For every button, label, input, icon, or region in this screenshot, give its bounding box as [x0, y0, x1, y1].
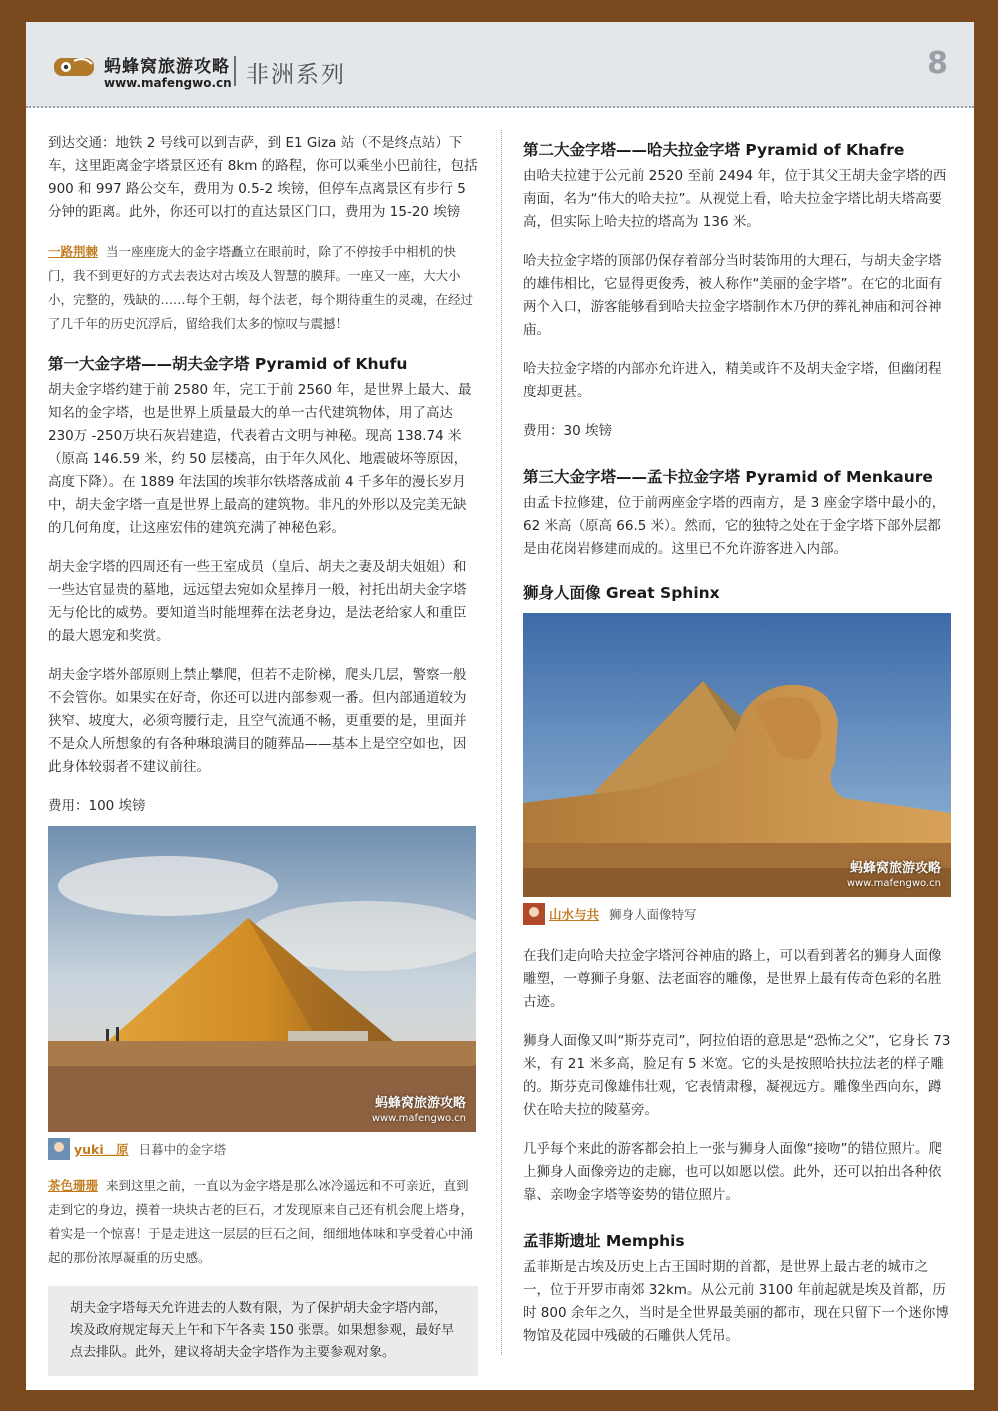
- section-title-menkaure: 第三大金字塔——孟卡拉金字塔 Pyramid of Menkaure: [523, 468, 933, 486]
- khafre-paragraph-3: 哈夫拉金字塔的内部亦允许进入，精美或许不及胡夫金字塔，但幽闭程度却更甚。: [523, 361, 942, 400]
- caption-text: 狮身人面像特写: [609, 907, 697, 922]
- page-number: 8: [927, 46, 948, 81]
- section-title-sphinx: 狮身人面像 Great Sphinx: [523, 584, 720, 602]
- tip-box: [48, 1286, 478, 1376]
- column-divider: [501, 130, 502, 1355]
- sphinx-paragraph-1: 在我们走向哈夫拉金字塔河谷神庙的路上，可以看到著名的狮身人面像雕塑，一尊狮子身躯、法老面容的雕像，是世界上最有传奇色彩的名胜古迹。: [523, 948, 942, 1010]
- avatar[interactable]: [48, 1138, 70, 1160]
- brand-name: 蚂蜂窝旅游攻略: [104, 57, 230, 77]
- traveler-quote: [48, 240, 478, 336]
- khafre-paragraph-1: 由哈夫拉建于公元前 2520 至前 2494 年，位于其父王胡夫金字塔的西南面，名为“伟大的哈夫拉”。从视觉上看，哈夫拉金字塔比胡夫塔高要高，但实际上哈夫拉的塔高为 136 米。: [523, 168, 947, 230]
- left-column: [48, 132, 478, 1376]
- photo-watermark: 蚂蜂窝旅游攻略 www.mafengwo.cn: [371, 1096, 466, 1124]
- mafengwo-logo-icon: [50, 52, 100, 80]
- avatar[interactable]: [523, 903, 545, 925]
- caption-text: 日暮中的金字塔: [138, 1142, 227, 1157]
- section-title-memphis: 孟菲斯遗址 Memphis: [523, 1232, 685, 1250]
- brand-url: www.mafengwo.cn: [104, 76, 232, 90]
- header-separator: [234, 56, 236, 86]
- khafre-fee: 费用：30 埃镑: [523, 423, 612, 439]
- memphis-paragraph: 孟菲斯是古埃及历史上古王国时期的首都，是世界上最古老的城市之一，位于开罗市南郊 32km。从公元前 3100 年前起就是埃及首都，历时 800 余年之久，当时是全世界最美丽的都市，现在只留下一个迷你博物馆及花园中残破的石雕供人凭吊。: [523, 1259, 949, 1344]
- khafre-paragraph-2: 哈夫拉金字塔的顶部仍保存着部分当时装饰用的大理石，与胡夫金字塔的雄伟相比，它显得更俊秀，被人称作“美丽的金字塔”。在它的北面有两个入口，游客能够看到哈夫拉金字塔制作木乃伊的葬礼神庙和河谷神庙。: [523, 253, 942, 338]
- quote-author[interactable]: 茶色珊珊: [48, 1178, 99, 1193]
- menkaure-paragraph: 由孟卡拉修建，位于前两座金字塔的西南方，是 3 座金字塔中最小的，62 米高（原高 66.5 米）。然而，它的独特之处在于金字塔下部外层都是由花岗岩修建而成的。这里已不允许游客进入内部。: [523, 495, 946, 557]
- transport-paragraph: 到达交通：地铁 2 号线可以到吉萨，到 E1 Giza 站（不是终点站）下车，这里距离金字塔景区还有 8km 的路程，你可以乘坐小巴前往，包括 900 和 997 路公交车，费用为 0.5-2 埃镑，但停车点离景区有步行 5 分钟的距离。此外，你还可以打的直达景区门口，费用为 15-20 埃镑: [48, 135, 478, 220]
- quote-author[interactable]: 一路荆棘: [48, 244, 99, 259]
- sphinx-paragraph-3: 几乎每个来此的游客都会拍上一张与狮身人面像“接吻”的错位照片。爬上狮身人面像旁边的走廊，也可以如愿以偿。此外，还可以拍出各种依靠、亲吻金字塔等姿势的错位照片。: [523, 1141, 942, 1203]
- photo-caption: [523, 903, 953, 925]
- photo-watermark: 蚂蜂窝旅游攻略 www.mafengwo.cn: [846, 861, 941, 889]
- caption-author[interactable]: yuki＿原: [74, 1142, 129, 1157]
- khufu-fee: 费用：100 埃镑: [48, 798, 146, 814]
- section-title-khafre: 第二大金字塔——哈夫拉金字塔 Pyramid of Khafre: [523, 141, 905, 159]
- sphinx-paragraph-2: 狮身人面像又叫“斯芬克司”，阿拉伯语的意思是“恐怖之父”，它身长 73 米，有 21 米多高，脸足有 5 米宽。它的头是按照哈扶拉法老的样子雕的。斯芬克司像雄伟壮观，它表情肃穆，凝视远方。雕像坐西向东，蹲伏在哈夫拉的陵墓旁。: [523, 1033, 951, 1118]
- section-title-khufu: 第一大金字塔——胡夫金字塔 Pyramid of Khufu: [48, 355, 408, 373]
- page-header: [26, 22, 974, 108]
- caption-author[interactable]: 山水与共: [549, 907, 600, 922]
- right-column: [523, 132, 953, 1364]
- pyramid-photo: [48, 826, 476, 1132]
- khufu-paragraph-3: 胡夫金字塔外部原则上禁止攀爬，但若不走阶梯，爬头几层，警察一般不会管你。如果实在好奇，你还可以进内部参观一番。但内部通道较为狭窄、坡度大，必须弯腰行走，且空气流通不畅，更重要的是，里面并不是众人所想象的有各种琳琅满目的随葬品——基本上是空空如也，因此身体较弱者不建议前往。: [48, 667, 467, 775]
- page: [26, 22, 974, 1390]
- khufu-paragraph-1: 胡夫金字塔约建于前 2580 年，完工于前 2560 年，是世界上最大、最知名的金字塔，也是世界上质量最大的单一古代建筑物体，用了高达 230万 -250万块石灰岩建造，代表着古文明与神秘。现高 138.74 米（原高 146.59 米，约 50 层楼高，由于年久风化、地震破坏等原因，高度下降）。在 1889 年法国的埃菲尔铁塔落成前 4 千多年的漫长岁月中，胡夫金字塔一直是世界上最高的建筑物。非凡的外形以及完美无缺的几何角度，让这座宏伟的建筑充满了神秘色彩。: [48, 382, 472, 536]
- quote-text: 来到这里之前，一直以为金字塔是那么冰冷遥远和不可亲近，直到走到它的身边，摸着一块块古老的巨石，才发现原来自己还有机会爬上塔身，着实是一个惊喜！于是走进这一层层的巨石之间，细细地体味和享受着心中涌起的那份浓厚凝重的历史感。: [48, 1178, 474, 1265]
- traveler-quote: [48, 1174, 478, 1270]
- quote-text: 当一座座庞大的金字塔矗立在眼前时，除了不停按手中相机的快门，我不到更好的方式去表达对古埃及人智慧的膜拜。一座又一座，大大小小，完整的，残缺的……每个王朝，每个法老，每个期待重生的灵魂，在经过了几千年的历史沉浮后，留给我们太多的惊叹与震撼！: [48, 244, 474, 331]
- sphinx-photo: [523, 613, 951, 897]
- series-title: 非洲系列: [246, 62, 346, 88]
- tip-text: 胡夫金字塔每天允许进去的人数有限，为了保护胡夫金字塔内部，埃及政府规定每天上午和下午各卖 150 张票。如果想参观，最好早点去排队。此外，建议将胡夫金字塔作为主要参观对象。: [70, 1301, 455, 1360]
- khufu-paragraph-2: 胡夫金字塔的四周还有一些王室成员（皇后、胡夫之妻及胡夫姐姐）和一些达官显贵的墓地，远远望去宛如众星捧月一般，衬托出胡夫金字塔无与伦比的威势。要知道当时能埋葬在法老身边，是法老给家人和重臣的最大恩宠和奖赏。: [48, 559, 467, 644]
- photo-caption: [48, 1138, 478, 1160]
